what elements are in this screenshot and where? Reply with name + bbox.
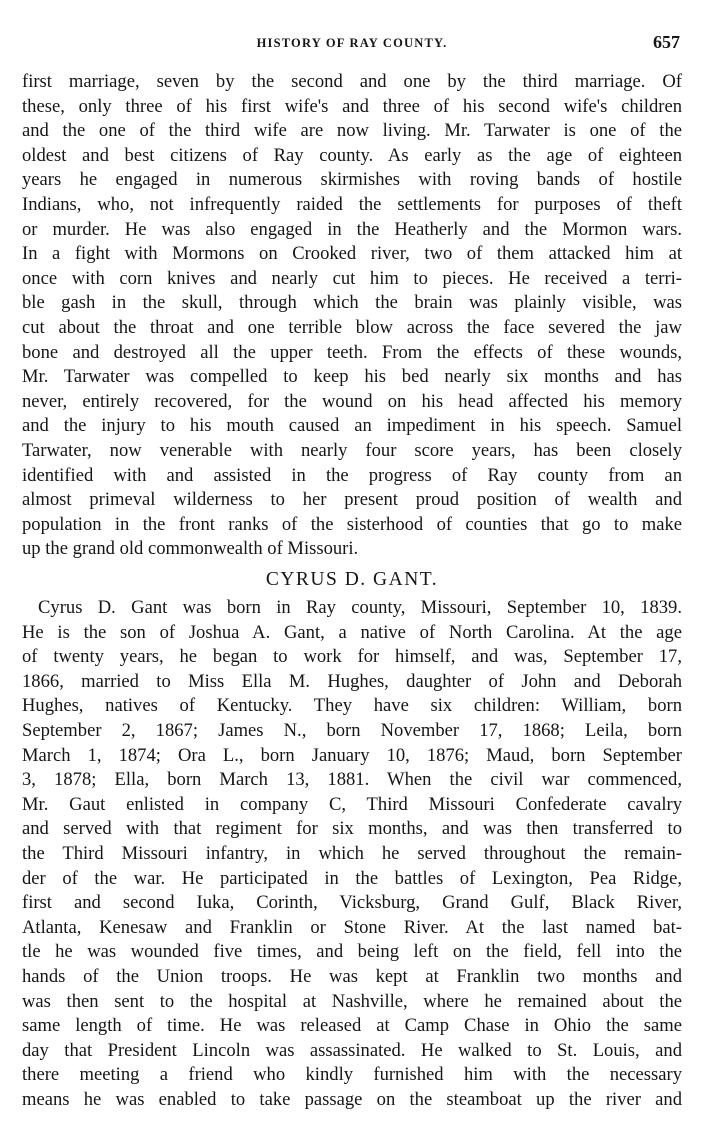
running-head (22, 32, 682, 56)
text-line: hands of the Union troops. He was kept at Franklin two months and (22, 965, 682, 987)
page-number: 657 (653, 32, 680, 52)
text-line: 3, 1878; Ella, born March 13, 1881. When the civil war commenced, (22, 769, 682, 791)
text-line: Indians, who, not infrequently raided the settlements for purposes of theft (22, 193, 682, 215)
text-line: years he engaged in numerous skirmishes with roving bands of hostile (22, 169, 682, 191)
text-line: there meeting a friend who kindly furnished him with the necessary (22, 1064, 682, 1086)
text-line: ble gash in the skull, through which the brain was plainly visible, was (22, 292, 682, 314)
text-line: day that President Lincoln was assassinated. He walked to St. Louis, and (22, 1039, 682, 1061)
text-line: and the injury to his mouth caused an impediment in his speech. Samuel (22, 415, 682, 437)
text-line: once with corn knives and nearly cut him to pieces. He received a terri- (22, 267, 682, 289)
text-line: of twenty years, he began to work for himself, and was, September 17, (22, 646, 682, 668)
text-line: Hughes, natives of Kentucky. They have six children: William, born (22, 695, 682, 717)
text-line: was then sent to the hospital at Nashville, where he remained about the (22, 990, 682, 1012)
text-line: Atlanta, Kenesaw and Franklin or Stone River. At the last named bat- (22, 916, 682, 938)
text-line: March 1, 1874; Ora L., born January 10, 1876; Maud, born September (22, 744, 682, 766)
text-line: 1866, married to Miss Ella M. Hughes, daughter of John and Deborah (22, 670, 682, 692)
text-line: almost primeval wilderness to her present proud position of wealth and (22, 489, 682, 511)
text-line: In a fight with Mormons on Crooked river, two of them attacked him at (22, 243, 682, 265)
text-line: tle he was wounded five times, and being left on the field, fell into the (22, 941, 682, 963)
text-line: and served with that regiment for six months, and was then transferred to (22, 818, 682, 840)
text-line: He is the son of Joshua A. Gant, a native of North Carolina. At the age (22, 621, 682, 643)
text-line: der of the war. He participated in the battles of Lexington, Pea Ridge, (22, 867, 682, 889)
text-line: first marriage, seven by the second and one by the third marriage. Of (22, 71, 682, 92)
running-title: HISTORY OF RAY COUNTY. (256, 36, 448, 50)
text-line: Mr. Gaut enlisted in company C, Third Missouri Confederate cavalry (22, 793, 682, 815)
text-line: Tarwater, now venerable with nearly four score years, has been closely (22, 439, 682, 461)
text-line: the Third Missouri infantry, in which he served throughout the remain- (22, 842, 682, 864)
text-line: up the grand old commonwealth of Missouri. (22, 538, 359, 560)
text-line: never, entirely recovered, for the wound on his head affected his memory (22, 390, 682, 412)
text-line: same length of time. He was released at Camp Chase in Ohio the same (22, 1015, 682, 1037)
tarwater-biography-text (22, 70, 682, 562)
section-heading: CYRUS D. GANT. (265, 569, 439, 590)
text-line: oldest and best citizens of Ray county. As early as the age of eighteen (22, 144, 682, 166)
text-line: September 2, 1867; James N., born November 17, 1868; Leila, born (22, 719, 682, 741)
text-line: cut about the throat and one terrible blow across the face severed the jaw (22, 316, 682, 338)
text-line: identified with and assisted in the progress of Ray county from an (22, 464, 682, 486)
text-line: and the one of the third wife are now living. Mr. Tarwater is one of the (22, 120, 682, 142)
text-line: or murder. He was also engaged in the Heatherly and the Mormon wars. (22, 218, 682, 240)
text-line: first and second Iuka, Corinth, Vicksburg, Grand Gulf, Black River, (22, 892, 682, 914)
text-line: means he was enabled to take passage on the steamboat up the river and (22, 1088, 682, 1110)
text-line: bone and destroyed all the upper teeth. From the effects of these wounds, (22, 341, 682, 363)
text-line: population in the front ranks of the sisterhood of counties that go to make (22, 513, 682, 535)
text-line: Cyrus D. Gant was born in Ray county, Missouri, September 10, 1839. (38, 597, 682, 618)
text-line: these, only three of his first wife's and three of his second wife's children (22, 95, 682, 117)
gant-biography-text (22, 596, 682, 1112)
text-line: Mr. Tarwater was compelled to keep his bed nearly six months and has (22, 366, 682, 388)
